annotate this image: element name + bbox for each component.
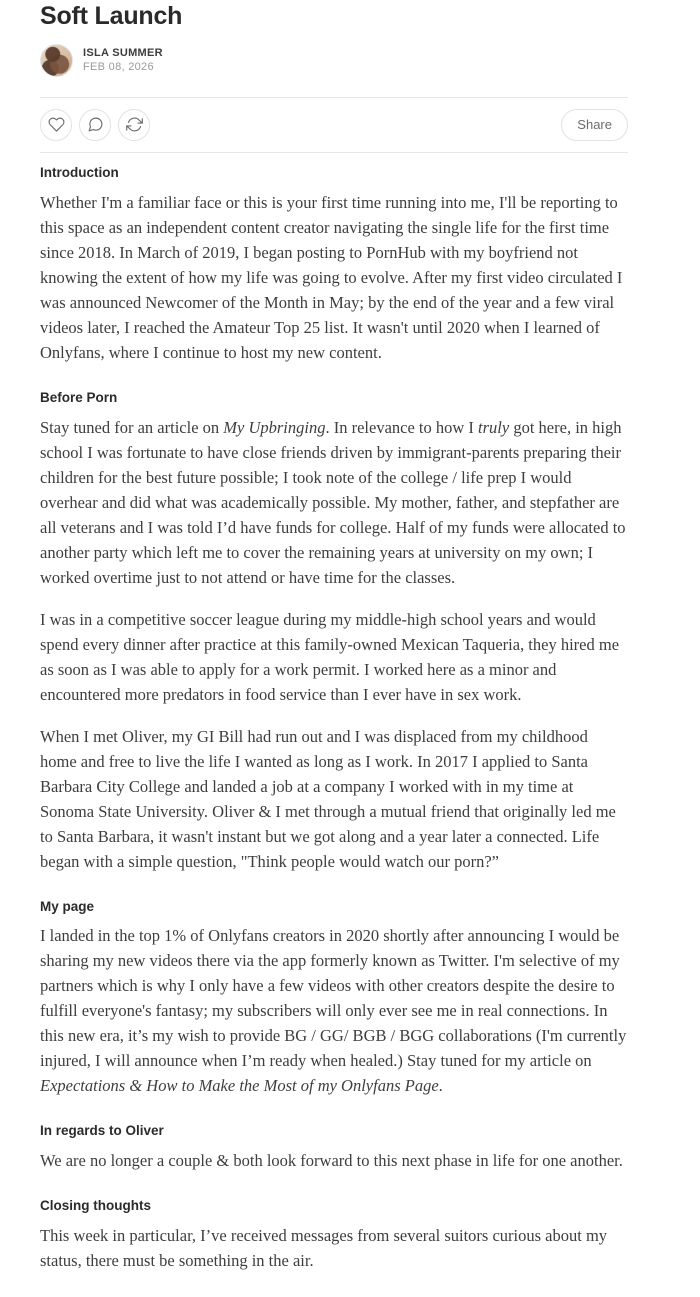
paragraph: This week in particular, I’ve received messages from several suitors curious about my status, there must be something in the air. (40, 1226, 608, 1271)
paragraph: Whether I'm a familiar face or this is your first time running into me, I'll be reporting to this space as an independent content creator navigating the single life for the first time since 2018. In March of 2019, I began posting to PornHub with my boyfriend not knowing the extent of how my life was going to evolve. After my first video circulated I was announced Newcomer of the Month in May; by the end of the year and a few viral videos later, I reached the Amateur Top 25 list. It wasn't until 2020 when I learned of Onlyfans, where I continue to host my new content. (40, 192, 623, 362)
article-section (40, 164, 628, 365)
section-heading: Before Porn (40, 389, 118, 405)
author-name[interactable]: ISLA SUMMER (83, 47, 163, 60)
article-section (40, 389, 628, 874)
like-button[interactable] (40, 109, 72, 141)
section-heading: Introduction (40, 164, 119, 180)
article-section (40, 1197, 628, 1273)
comment-button[interactable] (79, 109, 111, 141)
share-button[interactable]: Share (561, 109, 628, 141)
restack-button[interactable] (118, 109, 150, 141)
paragraph: I was in a competitive soccer league during my middle-high school years and would spend every dinner after practice at this family-owned Mexican Taqueria, they hired me as soon as I was able to apply for a work permit. I worked here as a minor and encountered more predators in food service than I ever have in sex work. (40, 609, 620, 704)
section-heading: Closing thoughts (40, 1198, 151, 1214)
section-heading: My page (40, 898, 95, 914)
heart-icon (48, 116, 65, 133)
page-title: Soft Launch (40, 2, 183, 30)
paragraph: We are no longer a couple & both look forward to this next phase in life for one another. (40, 1151, 623, 1171)
article (40, 153, 628, 1297)
restack-icon (126, 116, 143, 133)
byline-meta (83, 47, 163, 73)
article-section (40, 1122, 628, 1173)
paragraph: I landed in the top 1% of Onlyfans creators in 2020 shortly after announcing I would be sharing my new videos there via the app formerly known as Twitter. I'm selective of my partners which is why I only have a few videos with other creators despite the desire to fulfill everyone's fantasy; my subscribers will only ever see me in real connections. In this new era, it’s my wish to provide BG / GG/ BGB / BGG collaborations (I'm currently injured, I will announce when I’m ready when healed.) Stay tuned for my article on Expectations & How to Make the Most of my Onlyfans Page. (40, 926, 627, 1096)
comment-icon (87, 116, 104, 133)
post-date: FEB 08, 2026 (83, 61, 154, 74)
post-page (40, 0, 628, 1297)
action-bar (40, 97, 628, 153)
section-heading: In regards to Oliver (40, 1123, 164, 1139)
article-section (40, 898, 628, 1099)
paragraph: When I met Oliver, my GI Bill had run out and I was displaced from my childhood home and free to live the life I wanted as long as I work. In 2017 I applied to Santa Barbara City College and landed a job at a company I worked with in my time at Sonoma State University. Oliver & I met through a mutual friend that originally led me to Santa Barbara, it wasn't instant but we got along and a year later a connected. Life began with a simple question, "Think people would watch our porn?” (40, 726, 616, 871)
author-avatar[interactable] (40, 44, 73, 77)
byline (40, 44, 628, 77)
paragraph: Stay tuned for an article on My Upbringing. In relevance to how I truly got here, in high school I was fortunate to have close friends driven by immigrant-parents preparing their children for the best future possible; I took note of the college / life prep I would overhear and did what was academically possible. My mother, father, and stepfather are all veterans and I was told I’d have funds for college. Half of my funds were allocated to another party which left me to cover the remaining years at university on my own; I worked overtime just to not attend or have time for the classes. (40, 417, 626, 587)
